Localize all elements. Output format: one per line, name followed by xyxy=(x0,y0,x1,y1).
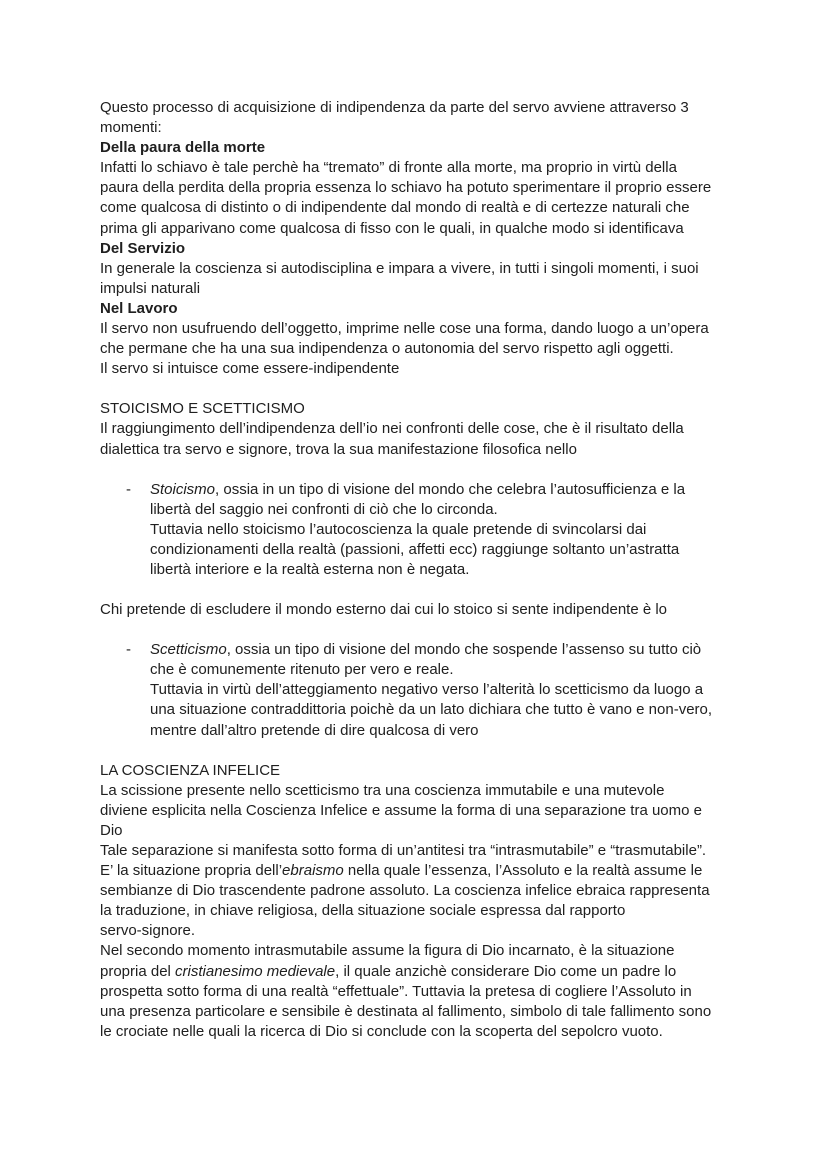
heading-stoicismo-scetticismo: STOICISMO E SCETTICISMO xyxy=(100,400,305,418)
text-line: Il servo si intuisce come essere-indipendente xyxy=(100,360,400,378)
list-item-scetticismo xyxy=(100,640,728,740)
text-line: Il servo non usufruendo dell’oggetto, imprime nelle cose una forma, dando luogo a un’opera xyxy=(100,320,709,338)
text-line: Infatti lo schiavo è tale perchè ha “tremato” di fronte alla morte, ma proprio in virtù della xyxy=(100,159,677,177)
text-line: servo-signore. xyxy=(100,922,196,940)
text-line: come qualcosa di distinto o di indipendente dal mondo di realtà e di certezze naturali che xyxy=(100,199,690,217)
text-run: , ossia un tipo di visione del mondo che sospende l’assenso su tutto ciò xyxy=(226,641,702,659)
text-line: Tuttavia in virtù dell’atteggiamento negativo verso l’alterità lo scetticismo da luogo a xyxy=(150,681,704,699)
text-line xyxy=(100,963,676,980)
text-run: E’ la situazione propria dell’ xyxy=(100,862,283,880)
text-run: , il quale anzichè considerare Dio come un padre lo xyxy=(335,962,677,980)
lavoro-paragraph xyxy=(100,319,728,379)
text-line: In generale la coscienza si autodisciplina e impara a vivere, in tutti i singoli momenti, i suoi xyxy=(100,259,699,277)
text-line: Nel secondo momento intrasmutabile assume la figura di Dio incarnato, è la situazione xyxy=(100,942,675,960)
text-line xyxy=(100,862,702,879)
text-line: prospetta sotto forma di una realtà “effettuale”. Tuttavia la pretesa di cogliere l’Assoluto in xyxy=(100,982,692,1000)
text-line: che è comunemente ritenuto per vero e reale. xyxy=(150,661,454,679)
term-cristianesimo: cristianesimo medievale xyxy=(175,962,336,980)
text-line: La scissione presente nello scetticismo tra una coscienza immutabile e una mutevole xyxy=(100,781,665,799)
text-line: diviene esplicita nella Coscienza Infelice e assume la forma di una separazione tra uomo e xyxy=(100,801,702,819)
text-line: condizionamenti della realtà (passioni, affetti ecc) raggiunge soltanto un’astratta xyxy=(150,540,680,558)
text-line: libertà del saggio nei confronti di ciò che lo circonda. xyxy=(150,500,498,518)
term-ebraismo: ebraismo xyxy=(282,862,344,880)
bullet-dash: - xyxy=(126,480,131,498)
text-line: una situazione contraddittoria poichè da un lato dichiara che tutto è vano e non-vero, xyxy=(150,701,713,719)
intro-paragraph xyxy=(100,98,728,138)
text-line: momenti: xyxy=(100,119,162,137)
text-line: mentre dall’altro pretende di dire qualcosa di vero xyxy=(150,721,479,739)
text-line xyxy=(150,641,701,658)
text-line: la traduzione, in chiave religiosa, della situazione sociale espressa dal rapporto xyxy=(100,902,626,920)
text-line xyxy=(150,481,685,498)
infelice-paragraph xyxy=(100,781,728,1042)
text-line: una presenza particolare e sensibile è destinata al fallimento, simbolo di tale fallimento sono xyxy=(100,1002,712,1020)
text-line: paura della perdita della propria essenza lo schiavo ha potuto sperimentare il proprio essere xyxy=(100,179,712,197)
stoicismo-intro-paragraph xyxy=(100,419,728,459)
chi-pretende-paragraph xyxy=(100,600,728,620)
text-line: che permane che ha una sua indipendenza o autonomia del servo rispetto agli oggetti. xyxy=(100,340,674,358)
heading-paura: Della paura della morte xyxy=(100,139,266,157)
text-line: le crociate nelle quali la ricerca di Dio si conclude con la scoperta del sepolcro vuoto. xyxy=(100,1022,663,1040)
bullet-dash: - xyxy=(126,641,131,659)
text-line: impulsi naturali xyxy=(100,279,201,297)
text-line: sembianze di Dio trascendente padrone assoluto. La coscienza infelice ebraica rappresenta xyxy=(100,882,710,900)
text-run: , ossia in un tipo di visione del mondo che celebra l’autosufficienza e la xyxy=(215,480,686,498)
term-stoicismo: Stoicismo xyxy=(150,480,216,498)
text-line: Dio xyxy=(100,821,123,839)
spacer xyxy=(100,379,728,399)
text-line: Tale separazione si manifesta sotto forma di un’antitesi tra “intrasmutabile” e “trasmutabile”. xyxy=(100,842,707,859)
spacer xyxy=(100,741,728,761)
text-line: Tuttavia nello stoicismo l’autocoscienza la quale pretende di svincolarsi dai xyxy=(150,520,647,538)
text-line: prima gli apparivano come qualcosa di fisso con le quali, in qualche modo si identificava xyxy=(100,219,684,237)
text-run: nella quale l’essenza, l’Assoluto e la realtà assume le xyxy=(343,862,703,880)
term-scetticismo: Scetticismo xyxy=(150,641,227,659)
text-line: Il raggiungimento dell’indipendenza dell’io nei confronti delle cose, che è il risultato della xyxy=(100,420,684,438)
heading-coscienza-infelice: LA COSCIENZA INFELICE xyxy=(100,761,281,779)
servizio-paragraph xyxy=(100,259,728,299)
text-line: libertà interiore e la realtà esterna non è negata. xyxy=(150,560,470,578)
heading-lavoro: Nel Lavoro xyxy=(100,299,178,317)
spacer xyxy=(100,620,728,640)
text-line: Chi pretende di escludere il mondo esterno dai cui lo stoico si sente indipendente è lo xyxy=(100,601,668,619)
text-line: Questo processo di acquisizione di indipendenza da parte del servo avviene attraverso 3 xyxy=(100,99,689,116)
spacer xyxy=(100,580,728,600)
heading-servizio: Del Servizio xyxy=(100,239,186,257)
document-page xyxy=(100,98,728,1042)
paura-paragraph xyxy=(100,158,728,238)
list-item-stoicismo xyxy=(100,480,728,580)
text-line: dialettica tra servo e signore, trova la sua manifestazione filosofica nello xyxy=(100,440,577,458)
text-run: propria del xyxy=(100,962,176,980)
spacer xyxy=(100,460,728,480)
